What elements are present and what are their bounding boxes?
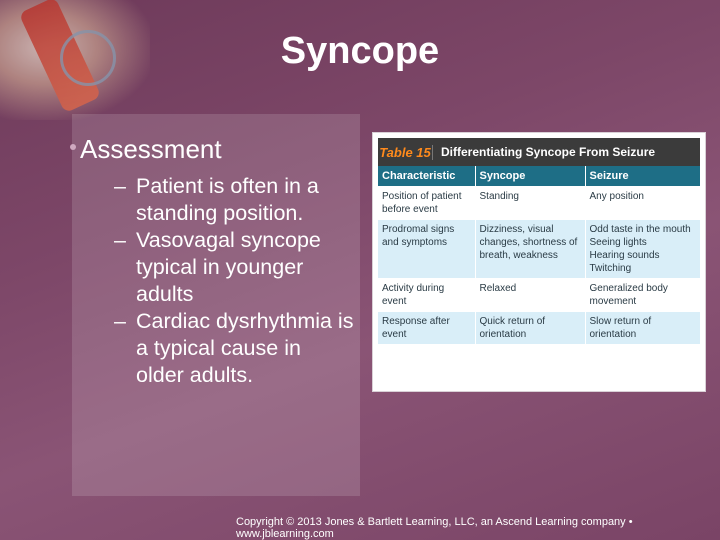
table-number: Table 15 — [378, 145, 433, 160]
header-seizure: Seizure — [585, 166, 700, 187]
sub-bullet — [114, 173, 354, 227]
table-cell: Any position — [585, 187, 700, 220]
main-bullet — [80, 134, 222, 165]
table-row — [378, 312, 700, 345]
dash-icon: – — [114, 309, 126, 333]
table-cell: Prodromal signs and symptoms — [378, 220, 475, 279]
table-cell: Odd taste in the mouth Seeing lights Hearing sounds Twitching — [585, 220, 700, 279]
table-cell: Standing — [475, 187, 585, 220]
sub-bullet — [114, 308, 354, 389]
sub-bullet-list — [114, 173, 354, 389]
table-cell: Response after event — [378, 312, 475, 345]
table-cell: Relaxed — [475, 279, 585, 312]
sub-bullet-text: Vasovagal syncope typical in younger adults — [136, 228, 321, 306]
sub-bullet-text: Patient is often in a standing position. — [136, 174, 319, 225]
table-cell: Dizziness, visual changes, shortness of breath, weakness — [475, 220, 585, 279]
table-cell: Quick return of orientation — [475, 312, 585, 345]
table-cell: Activity during event — [378, 279, 475, 312]
table-header-row — [378, 166, 700, 187]
header-characteristic: Characteristic — [378, 166, 475, 187]
dash-icon: – — [114, 174, 126, 198]
table-cell: Position of patient before event — [378, 187, 475, 220]
sub-bullet — [114, 227, 354, 308]
dash-icon: – — [114, 228, 126, 252]
header-syncope: Syncope — [475, 166, 585, 187]
table-title: Differentiating Syncope From Seizure — [441, 145, 656, 159]
bullet-dot-icon — [70, 144, 76, 150]
table-cell: Slow return of orientation — [585, 312, 700, 345]
table-row — [378, 279, 700, 312]
table-row — [378, 220, 700, 279]
sub-bullet-text: Cardiac dysrhythmia is a typical cause in older adults. — [136, 309, 354, 387]
table-title-bar — [378, 138, 700, 166]
copyright-footer: Copyright © 2013 Jones & Bartlett Learning, LLC, an Ascend Learning company • www.jblearning.com — [236, 516, 633, 540]
main-bullet-label: Assessment — [80, 134, 222, 164]
table-cell: Generalized body movement — [585, 279, 700, 312]
syncope-seizure-table — [378, 166, 701, 344]
table-row — [378, 187, 700, 220]
slide-title: Syncope — [280, 30, 440, 72]
